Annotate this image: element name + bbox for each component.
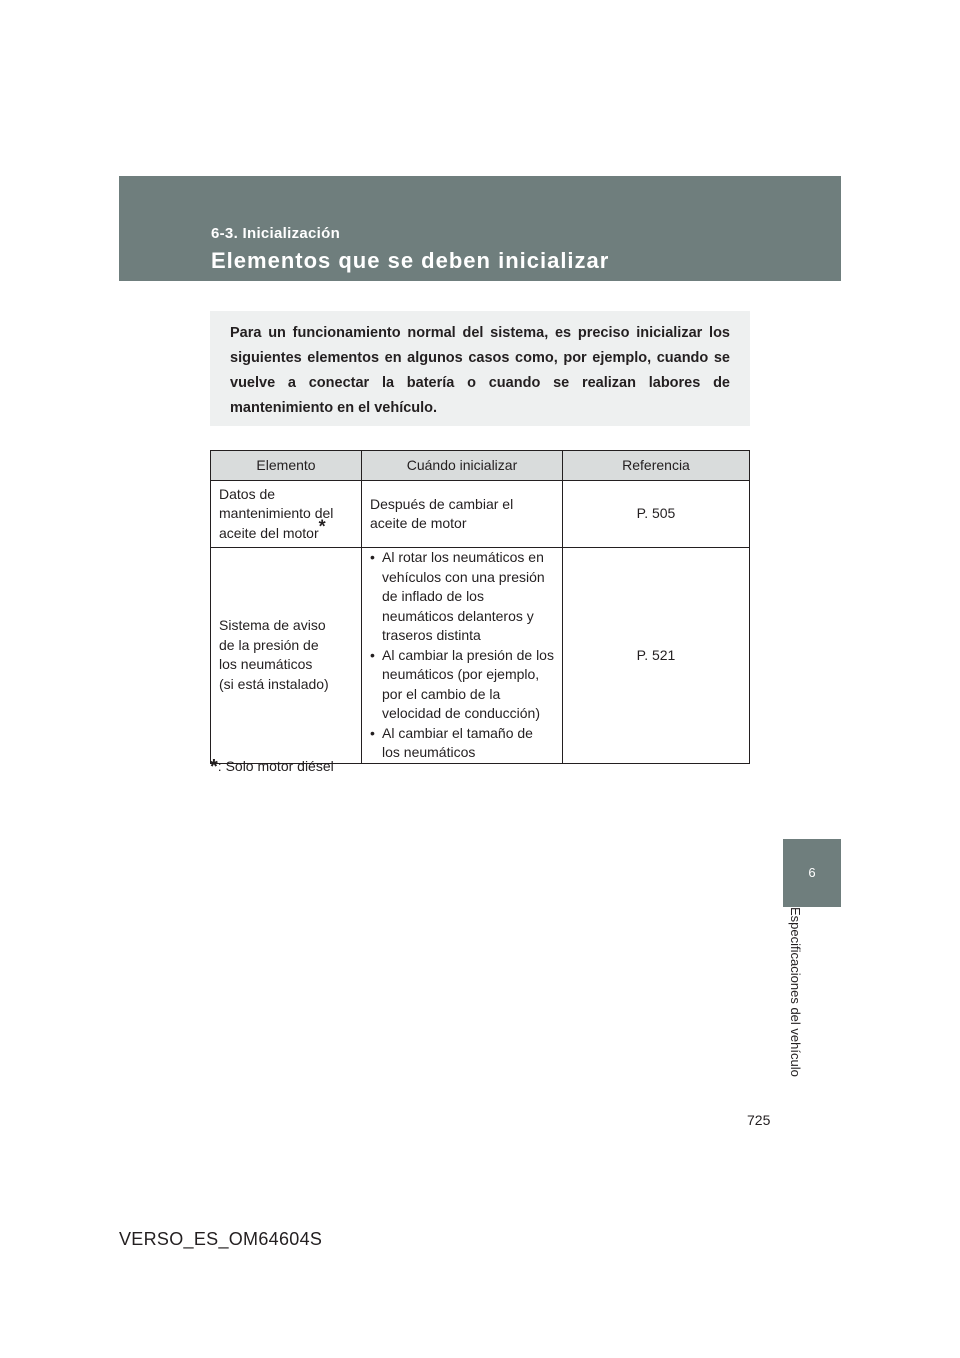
element-line: Sistema de aviso	[219, 617, 326, 634]
element-line: (si está instalado)	[219, 675, 329, 692]
page-number: 725	[747, 1112, 771, 1128]
element-line: Datos de	[219, 485, 276, 502]
table-header-row	[211, 451, 750, 481]
intro-box: Para un funcionamiento normal del sistema, es preciso inicializar los siguientes elementos en algunos casos como, por ejemplo, cuando se vuelve a conectar la batería o cuando se realizan labores de mantenimiento en el vehículo.	[210, 311, 750, 426]
initialization-table	[210, 450, 750, 764]
cell-when: Después de cambiar el aceite de motor	[362, 481, 563, 548]
document-code: VERSO_ES_OM64604S	[119, 1229, 323, 1249]
chapter-label: Especificaciones del vehículo	[788, 907, 803, 1077]
cell-reference: P. 521	[563, 548, 750, 764]
asterisk-marker: *	[318, 516, 326, 537]
element-line: los neumáticos	[219, 656, 313, 673]
element-line: de la presión de	[219, 636, 319, 653]
cell-element	[211, 481, 362, 548]
chapter-tab: 6	[783, 839, 841, 907]
cell-when	[362, 548, 563, 764]
table-row	[211, 548, 750, 764]
bullet-item: • Al rotar los neumáticos en vehículos con una presión de inflado de los neumáticos delanteros y traseros distinta	[370, 548, 554, 646]
footnote-text: : Solo motor diésel	[217, 758, 334, 774]
when-bullet-list	[370, 548, 554, 763]
table-row	[211, 481, 750, 548]
cell-element	[211, 548, 362, 764]
bullet-item: • Al cambiar la presión de los neumáticos (por ejemplo, por el cambio de la velocidad de conducción)	[370, 646, 554, 724]
element-line-text: aceite del motor	[219, 524, 319, 541]
column-header-element: Elemento	[211, 451, 362, 481]
bullet-item: • Al cambiar el tamaño de los neumáticos	[370, 724, 554, 763]
section-label: 6-3. Inicialización	[211, 225, 341, 242]
page-title: Elementos que se deben inicializar	[211, 248, 610, 273]
column-header-when: Cuándo inicializar	[362, 451, 563, 481]
footnote	[210, 754, 334, 777]
element-line: mantenimiento del	[219, 505, 334, 522]
footnote-marker: *	[210, 756, 218, 778]
column-header-reference: Referencia	[563, 451, 750, 481]
element-line	[219, 516, 353, 544]
cell-reference: P. 505	[563, 481, 750, 548]
section-header	[119, 176, 841, 281]
